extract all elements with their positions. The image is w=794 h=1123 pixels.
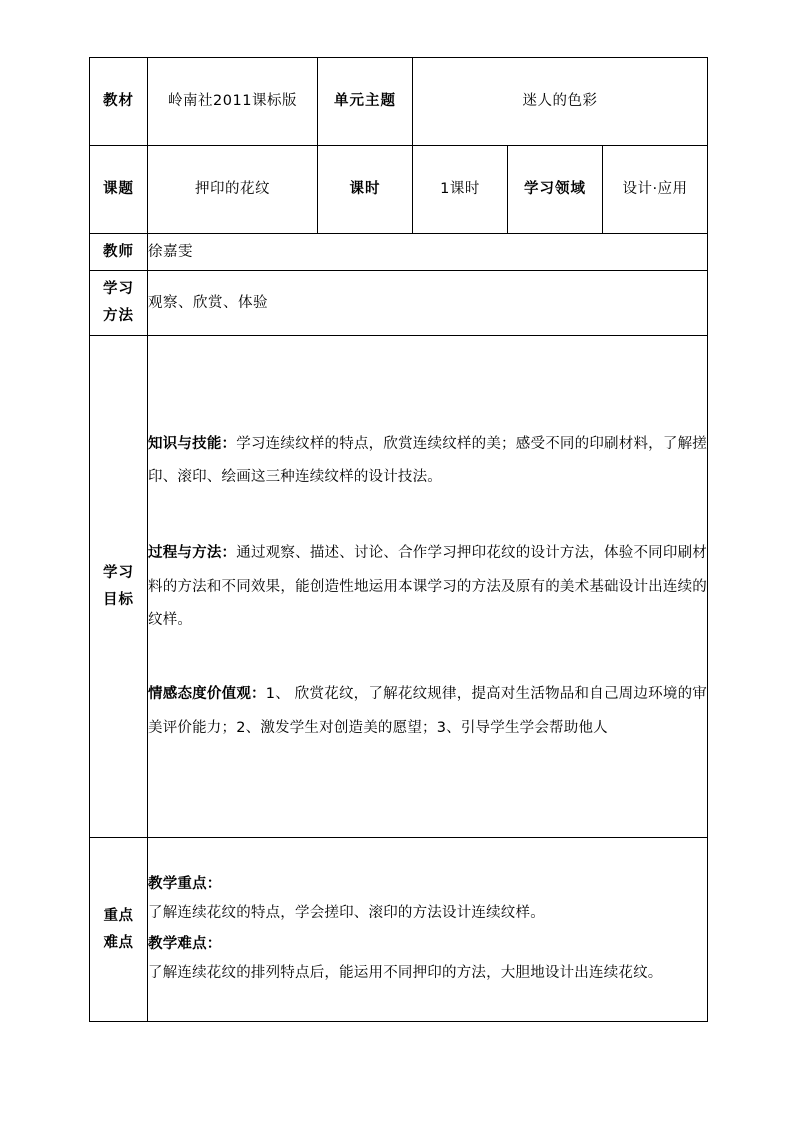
value-topic: 押印的花纹 [148,146,318,234]
label-study-method [90,271,148,336]
objective-item-process [148,537,707,638]
label-textbook: 教材 [90,58,148,146]
key-points-difficulty-heading: 教学难点： [148,935,222,952]
value-learning-domain: 设计·应用 [603,146,708,234]
label-teacher: 教师 [90,234,148,271]
table-row-objectives [90,336,708,838]
objective-spacer-2 [148,638,707,678]
table-row-teacher [90,234,708,271]
label-learning-domain: 学习领域 [508,146,603,234]
label-unit-theme: 单元主题 [318,58,413,146]
objective-text-process: 通过观察、描述、讨论、合作学习押印花纹的设计方法，体验不同印刷材料的方法和不同效果，能创造性地运用本课学习的方法及原有的美术基础设计出连续的纹样。 [148,545,708,629]
value-textbook: 岭南社2011课标版 [148,58,318,146]
label-objectives-line2: 目标 [103,591,134,608]
objective-text-knowledge: 学习连续纹样的特点，欣赏连续纹样的美；感受不同的印刷材料，了解搓印、滚印、绘画这三种连续纹样的设计技法。 [148,435,708,486]
label-topic: 课题 [90,146,148,234]
objective-text-values: 1、 欣赏花纹，了解花纹规律，提高对生活物品和自己周边环境的审美评价能力；2、激发学生对创造美的愿望；3、引导学生学会帮助他人 [148,685,707,736]
objective-heading-process: 过程与方法： [148,545,237,562]
value-key-points [148,838,708,1022]
table-row-key-points [90,838,708,1022]
label-key-points [90,838,148,1022]
value-period: 1课时 [413,146,508,234]
table-row-textbook [90,58,708,146]
key-points-focus-heading: 教学重点： [148,876,222,893]
objective-item-values [148,678,707,745]
label-study-method-line1: 学习 [103,281,134,298]
objective-heading-values: 情感态度价值观： [148,685,266,702]
label-key-points-line1: 重点 [103,907,134,924]
key-points-focus-text: 了解连续花纹的特点，学会搓印、滚印的方法设计连续纹样。 [148,905,545,922]
label-objectives-line1: 学习 [103,564,134,581]
value-unit-theme: 迷人的色彩 [413,58,708,146]
label-study-method-line2: 方法 [103,308,134,324]
table-row-topic [90,146,708,234]
label-key-points-line2: 难点 [103,934,134,951]
objective-heading-knowledge: 知识与技能： [148,435,237,452]
lesson-plan-table [89,57,708,1022]
value-study-method: 观察、欣赏、体验 [148,271,708,336]
objective-item-knowledge [148,428,707,495]
label-objectives [90,336,148,838]
label-period: 课时 [318,146,413,234]
value-objectives [148,336,708,838]
key-points-difficulty-text: 了解连续花纹的排列特点后，能运用不同押印的方法，大胆地设计出连续花纹。 [148,964,663,981]
objective-spacer-1 [148,495,707,537]
table-row-study-method [90,271,708,336]
value-teacher: 徐嘉雯 [148,234,708,271]
